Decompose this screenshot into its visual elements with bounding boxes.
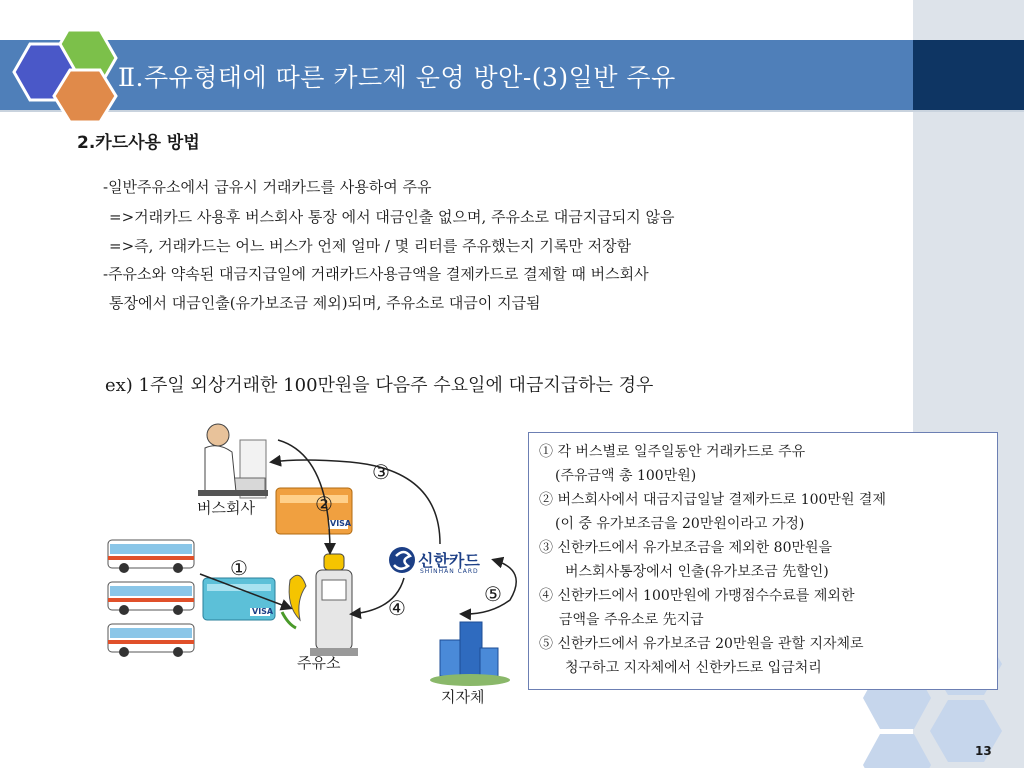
bus-company-illustration <box>198 424 268 498</box>
shinhan-card-sublabel: SHINHAN CARD <box>420 568 479 575</box>
legend-line: ③ 신한카드에서 유가보조금을 제외한 80만원을 <box>539 540 833 556</box>
local-gov-building-illustration <box>430 622 510 686</box>
bus-illustration <box>108 540 194 573</box>
step-marker: ③ <box>372 460 390 484</box>
step-marker: ⑤ <box>484 582 502 606</box>
legend-line: 청구하고 지자체에서 신한카드로 입금처리 <box>565 660 822 676</box>
bullet-line: -일반주유소에서 급유시 거래카드를 사용하여 주유 <box>103 178 432 196</box>
example-text: ex) 1주일 외상거래한 100만원을 다음주 수요일에 대금지급하는 경우 <box>105 375 654 396</box>
bullet-line: 통장에서 대금인출(유가보조금 제외)되며, 주유소로 대금이 지급됨 <box>109 294 541 312</box>
step-marker: ② <box>315 492 333 516</box>
gas-station-illustration <box>282 554 358 656</box>
legend-line: (이 중 유가보조금을 20만원이라고 가정) <box>555 516 805 532</box>
page-number: 13 <box>975 744 992 758</box>
legend-line: ④ 신한카드에서 100만원에 가맹점수수료를 제외한 <box>539 588 855 604</box>
card-brand-label: VISA <box>330 519 352 528</box>
legend-line: ① 각 버스별로 일주일동안 거래카드로 주유 <box>539 444 806 460</box>
local-gov-label: 지자체 <box>441 688 485 706</box>
legend-line: (주유금액 총 100만원) <box>555 468 697 484</box>
bullet-line: =>즉, 거래카드는 어느 버스가 언제 얼마 / 몇 리터를 주유했는지 기록만 저장함 <box>109 237 632 255</box>
legend-line: ② 버스회사에서 대금지급일날 결제카드로 100만원 결제 <box>539 492 886 508</box>
slide-title: Ⅱ.주유형태에 따른 카드제 운영 방안-(3)일반 주유 <box>118 63 676 92</box>
bus-illustration <box>108 624 194 657</box>
bullet-line: =>거래카드 사용후 버스회사 통장 에서 대금인출 없으며, 주유소로 대금지급되지 않음 <box>109 208 675 226</box>
shinhan-card-label: 신한카드 <box>418 551 480 570</box>
legend-line: 버스회사통장에서 인출(유가보조금 先할인) <box>565 564 829 580</box>
legend-line: ⑤ 신한카드에서 유가보조금 20만원을 관할 지자체로 <box>539 636 864 652</box>
step-marker: ④ <box>388 596 406 620</box>
shinhan-card-logo <box>389 547 415 573</box>
bus-company-label: 버스회사 <box>197 499 255 517</box>
bullet-line: -주유소와 약속된 대금지급일에 거래카드사용금액을 결제카드로 결제할 때 버스회사 <box>103 265 649 283</box>
card-brand-label: VISA <box>252 607 274 616</box>
section-heading: 2.카드사용 방법 <box>77 133 200 153</box>
legend-line: 금액을 주유소로 先지급 <box>559 612 704 628</box>
legend-box <box>528 432 998 690</box>
gas-station-label: 주유소 <box>297 654 341 672</box>
step-marker: ① <box>230 556 248 580</box>
bus-illustration <box>108 582 194 615</box>
